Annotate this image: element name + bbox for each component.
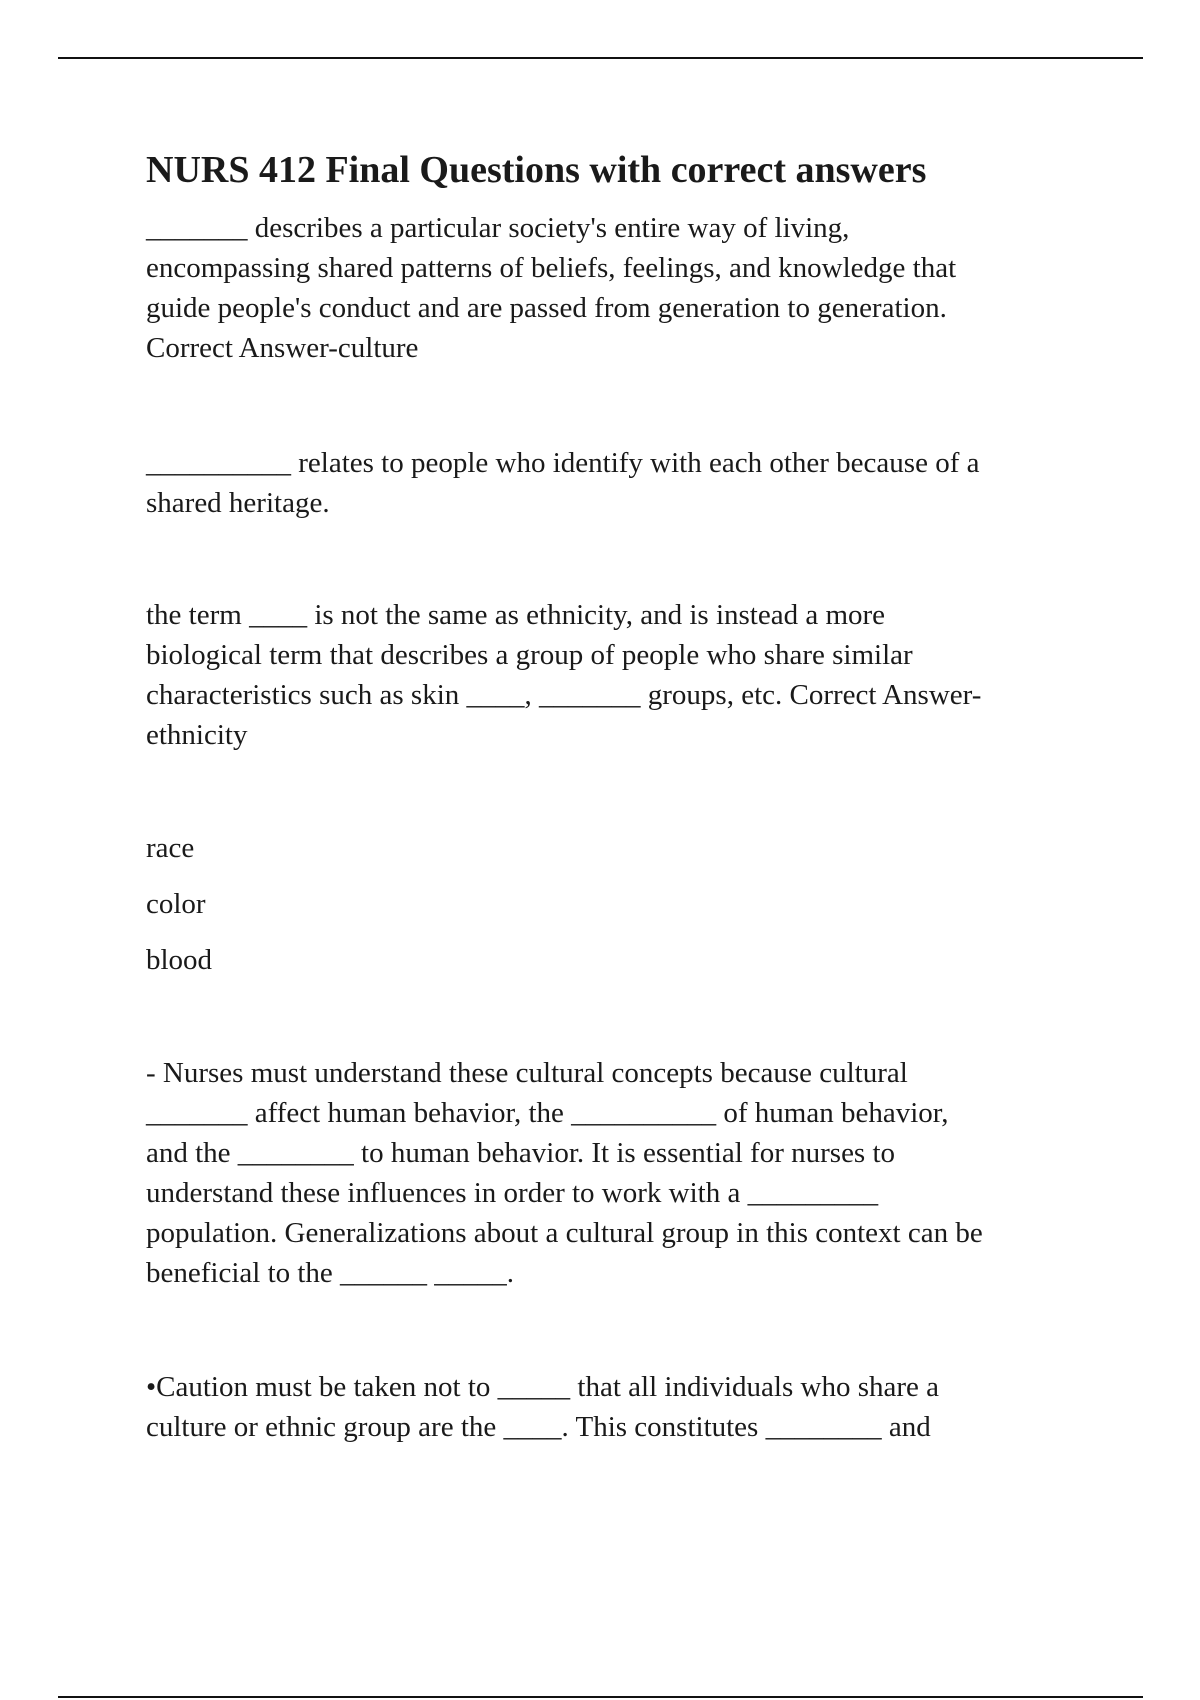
text-line: characteristics such as skin ____, _______ groups, etc. Correct Answer- — [146, 679, 982, 711]
text-line: Correct Answer-culture — [146, 332, 419, 364]
text-line: beneficial to the ______ _____. — [146, 1257, 515, 1289]
text-line: _______ affect human behavior, the __________ of human behavior, — [146, 1097, 949, 1129]
text-line: population. Generalizations about a cultural group in this context can be — [146, 1217, 983, 1249]
question-ethnicity — [146, 443, 1086, 523]
text-line: _______ describes a particular society's entire way of living, — [146, 212, 850, 244]
text-line: guide people's conduct and are passed from generation to generation. — [146, 292, 947, 324]
answer-blood: blood — [146, 944, 213, 976]
question-race — [146, 595, 1086, 755]
text-line: encompassing shared patterns of beliefs, feelings, and knowledge that — [146, 252, 957, 284]
text-line: •Caution must be taken not to _____ that all individuals who share a — [146, 1371, 940, 1403]
text-line: biological term that describes a group of people who share similar — [146, 639, 913, 671]
text-line: ethnicity — [146, 719, 248, 751]
bottom-rule — [58, 1696, 1143, 1698]
question-culture — [146, 208, 1086, 368]
text-line: culture or ethnic group are the ____. This constitutes ________ and — [146, 1411, 931, 1443]
question-nurses-cultural-concepts — [146, 1053, 1086, 1293]
text-line: and the ________ to human behavior. It is essential for nurses to — [146, 1137, 896, 1169]
question-caution — [146, 1367, 1086, 1447]
text-line: understand these influences in order to work with a _________ — [146, 1177, 879, 1209]
text-line: __________ relates to people who identify with each other because of a — [146, 447, 980, 479]
top-rule — [58, 57, 1143, 59]
page-title: NURS 412 Final Questions with correct answers — [146, 149, 927, 191]
text-line: shared heritage. — [146, 487, 330, 519]
text-line: the term ____ is not the same as ethnicity, and is instead a more — [146, 599, 886, 631]
answer-race: race — [146, 832, 195, 864]
text-line: - Nurses must understand these cultural concepts because cultural — [146, 1057, 908, 1089]
answer-color: color — [146, 888, 206, 920]
